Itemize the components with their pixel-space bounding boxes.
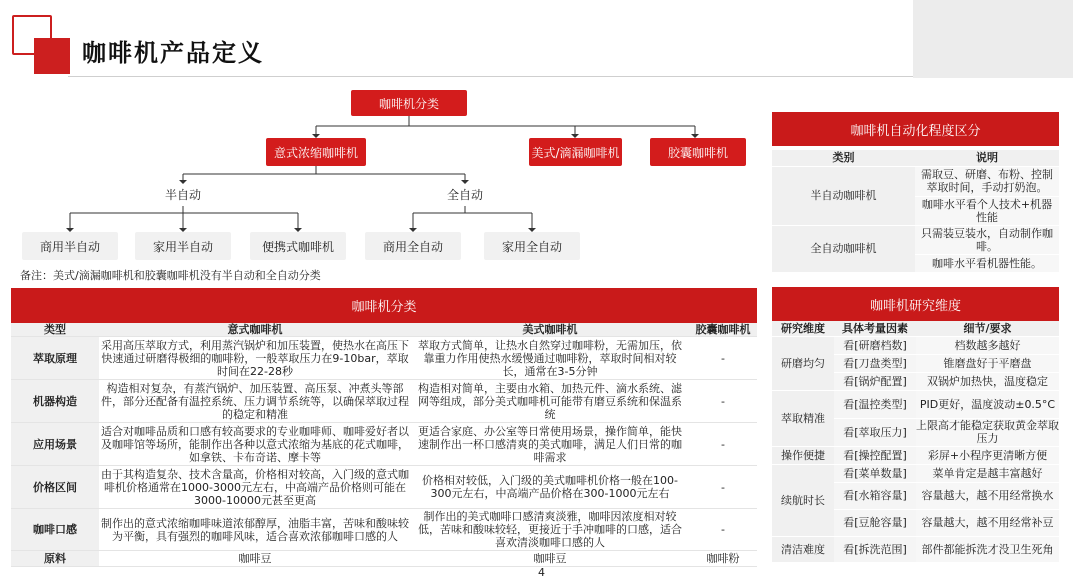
classification-table: [11, 323, 757, 567]
factor-cell: 看[研磨档数]: [834, 336, 916, 354]
tree-node-capsule: 胶囊咖啡机: [650, 138, 746, 166]
detail-cell: 档数越多越好: [916, 336, 1059, 354]
row-label: 原料: [11, 551, 99, 567]
cell-espresso: 采用高压萃取方式，利用蒸汽锅炉和加压装置，使热水在高压下快速通过研磨得极细的咖啡粉，一般萃取压力在9-10bar，萃取时间在22-28秒: [101, 338, 409, 378]
dimension-cell: 清洁难度: [772, 536, 834, 562]
desc-cell: 咖啡水平看机器性能。: [915, 254, 1059, 272]
tree-connectors: [0, 0, 760, 270]
factor-cell: 看[豆舱容量]: [834, 509, 916, 536]
col-capsule: 胶囊咖啡机: [689, 323, 757, 337]
table-row: [772, 225, 1059, 254]
page-title: 咖啡机产品定义: [82, 39, 264, 67]
desc-cell: 需取豆、研磨、布粉、控制萃取时间，手动打奶泡。: [915, 166, 1059, 196]
tree-leaf-portable: 便携式咖啡机: [250, 232, 346, 260]
tree-node-semi-auto: 半自动: [164, 187, 201, 202]
cell-espresso: 构造相对复杂，有蒸汽锅炉、加压装置、高压泵、冲煮头等部件，部分还配备有温控系统、压力调节系统等，以确保萃取过程的稳定和精准: [101, 381, 409, 421]
table-row: [11, 551, 757, 567]
cell-american: 构造相对简单，主要由水箱、加热元件、滴水系统、滤网等组成，部分美式咖啡机可能带有磨豆系统和保温系统: [418, 381, 682, 421]
dimension-cell: 操作便捷: [772, 446, 834, 464]
page-number: 4: [538, 566, 545, 579]
table-row: [772, 446, 1059, 464]
automation-table: [772, 150, 1059, 273]
cell-american: 萃取方式简单，让热水自然穿过咖啡粉，无需加压，依靠重力作用使热水缓慢通过咖啡粉，萃取时间相对较长，通常在3-5分钟: [418, 338, 682, 378]
header-gray-block: [913, 0, 1073, 78]
dimension-cell: 萃取精准: [772, 390, 834, 446]
detail-cell: 彩屏+小程序更清晰方便: [916, 446, 1059, 464]
detail-cell: 菜单肯定是越丰富越好: [916, 464, 1059, 482]
table-row: [11, 337, 757, 380]
factor-cell: 看[水箱容量]: [834, 482, 916, 509]
table-row: [11, 509, 757, 551]
factor-cell: 看[操控配置]: [834, 446, 916, 464]
tree-node-full-auto: 全自动: [446, 187, 483, 202]
detail-cell: 容量越大，越不用经常补豆: [916, 509, 1059, 536]
dimension-cell: 研磨均匀: [772, 336, 834, 390]
row-label: 咖啡口感: [11, 509, 99, 551]
table-row: [772, 464, 1059, 482]
table-row: [772, 166, 1059, 196]
row-label: 萃取原理: [11, 337, 99, 380]
factor-cell: 看[拆洗范围]: [834, 536, 916, 562]
category-full-auto: 全自动咖啡机: [772, 225, 915, 272]
tree-leaf-home-semi: 家用半自动: [135, 232, 231, 260]
cell-capsule: -: [721, 480, 725, 494]
detail-cell: 双锅炉加热快，温度稳定: [916, 372, 1059, 390]
cell-capsule: -: [721, 523, 725, 536]
dimension-cell: 续航时长: [772, 464, 834, 536]
tree-leaf-home-full: 家用全自动: [484, 232, 580, 260]
cell-capsule: -: [721, 437, 725, 451]
category-semi-auto: 半自动咖啡机: [772, 166, 915, 225]
cell-espresso: 制作出的意式浓缩咖啡味道浓郁醇厚，油脂丰富，苦味和酸味较为平衡，具有强烈的咖啡风味，适合喜欢浓郁咖啡口感的人: [101, 516, 409, 543]
research-table-header: 咖啡机研究维度: [772, 287, 1059, 321]
cell-american: 更适合家庭、办公室等日常使用场景，操作简单，能快速制作出一杯口感清爽的美式咖啡，满足人们日常的咖啡需求: [418, 424, 682, 464]
factor-cell: 看[锅炉配置]: [834, 372, 916, 390]
tree-leaf-commercial-full: 商用全自动: [365, 232, 461, 260]
detail-cell: PID更好，温度波动±0.5°C: [916, 390, 1059, 418]
col-american: 美式咖啡机: [411, 323, 689, 337]
desc-cell: 咖啡水平看个人技术+机器性能: [915, 196, 1059, 225]
detail-cell: 锥磨盘好于平磨盘: [916, 354, 1059, 372]
cell-american: 价格相对较低，入门级的美式咖啡机价格一般在100-300元左右，中高端产品价格在300-1000元左右: [422, 474, 678, 500]
table-row: [11, 380, 757, 423]
cell-espresso: 由于其构造复杂、技术含量高，价格相对较高，入门级的意式咖啡机价格通常在1000-3000元左右，中高端产品价格则可能在3000-10000元甚至更高: [101, 467, 409, 507]
table-row: [11, 466, 757, 509]
main-table-header: 咖啡机分类: [11, 288, 757, 323]
factor-cell: 看[刀盘类型]: [834, 354, 916, 372]
cell-capsule: 咖啡粉: [706, 552, 740, 565]
row-label: 机器构造: [11, 380, 99, 423]
tree-leaf-commercial-semi: 商用半自动: [22, 232, 118, 260]
factor-cell: 看[萃取压力]: [834, 418, 916, 446]
cell-american: 咖啡豆: [533, 552, 567, 565]
col-detail: 细节/要求: [916, 321, 1059, 336]
col-description: 说明: [915, 150, 1059, 166]
table-row: [11, 423, 757, 466]
research-table: [772, 321, 1059, 563]
factor-cell: 看[温控类型]: [834, 390, 916, 418]
col-dimension: 研究维度: [772, 321, 834, 336]
tree-node-espresso: 意式浓缩咖啡机: [266, 138, 366, 166]
tree-node-american: 美式/滴漏咖啡机: [529, 138, 622, 166]
cell-american: 制作出的美式咖啡口感清爽淡雅，咖啡因浓度相对较低，苦味和酸味较轻，更接近于手冲咖啡的口感，适合喜欢清淡咖啡口感的人: [418, 510, 682, 549]
detail-cell: 容量越大，越不用经常换水: [916, 482, 1059, 509]
col-factor: 具体考量因素: [834, 321, 916, 336]
factor-cell: 看[菜单数量]: [834, 464, 916, 482]
auto-table-header: 咖啡机自动化程度区分: [772, 112, 1059, 146]
detail-cell: 上限高才能稳定获取黄金萃取压力: [916, 419, 1059, 445]
cell-espresso: 咖啡豆: [238, 552, 272, 565]
detail-cell: 部件都能拆洗才没卫生死角: [916, 536, 1059, 562]
cell-espresso: 适合对咖啡品质和口感有较高要求的专业咖啡师、咖啡爱好者以及咖啡馆等场所，能制作出各种以意式浓缩为基底的花式咖啡，如拿铁、卡布奇诺、摩卡等: [101, 424, 409, 464]
row-label: 价格区间: [11, 466, 99, 509]
tree-root: 咖啡机分类: [351, 90, 467, 116]
row-label: 应用场景: [11, 423, 99, 466]
table-row: [772, 336, 1059, 354]
cell-capsule: -: [721, 394, 725, 408]
col-type: 类型: [11, 323, 99, 337]
cell-capsule: -: [721, 351, 725, 365]
desc-cell: 只需装豆装水，自动制作咖啡。: [915, 225, 1059, 254]
table-row: [772, 536, 1059, 562]
table-row: [772, 390, 1059, 418]
col-category: 类别: [772, 150, 915, 166]
col-espresso: 意式咖啡机: [99, 323, 411, 337]
tree-note: 备注：美式/滴漏咖啡机和胶囊咖啡机没有半自动和全自动分类: [20, 269, 321, 282]
